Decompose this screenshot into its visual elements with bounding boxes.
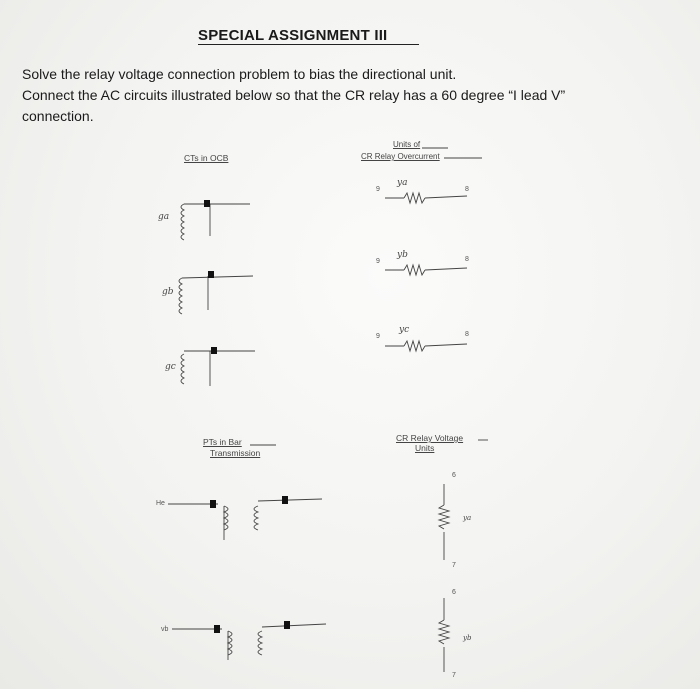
ct-b-symbol: [179, 271, 253, 314]
oc-unit-c-left-terminal: 9: [376, 333, 380, 340]
cts-in-ocb-heading: CTs in OCB: [184, 153, 229, 163]
oc-coil-a: [385, 193, 467, 203]
oc-unit-label-a: ya: [397, 178, 408, 188]
ct-label-a: ga: [158, 212, 170, 222]
oc-coil-b: [385, 265, 467, 275]
oc-coil-c: [385, 341, 467, 351]
oc-unit-label-c: yc: [399, 325, 410, 335]
pt-label-he: He: [156, 500, 165, 507]
oc-unit-a-left-terminal: 9: [376, 186, 380, 193]
pts-heading-line2: Transmission: [210, 448, 261, 458]
v-unit-b-top-terminal: 6: [452, 589, 456, 596]
pt-2-symbol: [172, 621, 326, 660]
ct-c-symbol: [181, 347, 255, 386]
assignment-title: SPECIAL ASSIGNMENT III: [198, 27, 419, 45]
oc-unit-label-b: yb: [397, 250, 408, 260]
ct-label-c: gc: [165, 362, 176, 372]
oc-unit-c-right-terminal: 8: [465, 331, 469, 338]
v-unit-b-bottom-terminal: 7: [452, 672, 456, 679]
ct-a-symbol: [181, 200, 250, 240]
v-coil-b: [439, 598, 449, 672]
pts-heading-line1: PTs in Bar: [203, 437, 242, 447]
cr-voltage-heading-line1: CR Relay Voltage: [396, 433, 464, 443]
oc-unit-a-right-terminal: 8: [465, 186, 469, 193]
cr-voltage-heading-line2: Units: [415, 443, 435, 453]
ct-label-b: gb: [162, 287, 174, 297]
instruction-line-2: Connect the AC circuits illustrated below so that the CR relay has a 60 degree “I lead V”: [22, 87, 566, 103]
v-coil-a: [439, 484, 449, 560]
v-unit-a-top-terminal: 6: [452, 472, 456, 479]
cr-relay-overcurrent-heading: CR Relay Overcurrent: [361, 152, 440, 161]
v-unit-label-b: yb: [463, 634, 472, 642]
oc-unit-b-left-terminal: 9: [376, 258, 380, 265]
v-unit-label-a: ya: [463, 514, 472, 522]
pt-label-vb: vb: [161, 626, 169, 633]
oc-unit-b-right-terminal: 8: [465, 256, 469, 263]
v-unit-a-bottom-terminal: 7: [452, 562, 456, 569]
pt-1-symbol: [168, 496, 322, 540]
instruction-line-3: connection.: [22, 108, 94, 124]
instruction-line-1: Solve the relay voltage connection problem to bias the directional unit.: [22, 66, 457, 82]
units-of-heading: Units of: [393, 140, 421, 149]
